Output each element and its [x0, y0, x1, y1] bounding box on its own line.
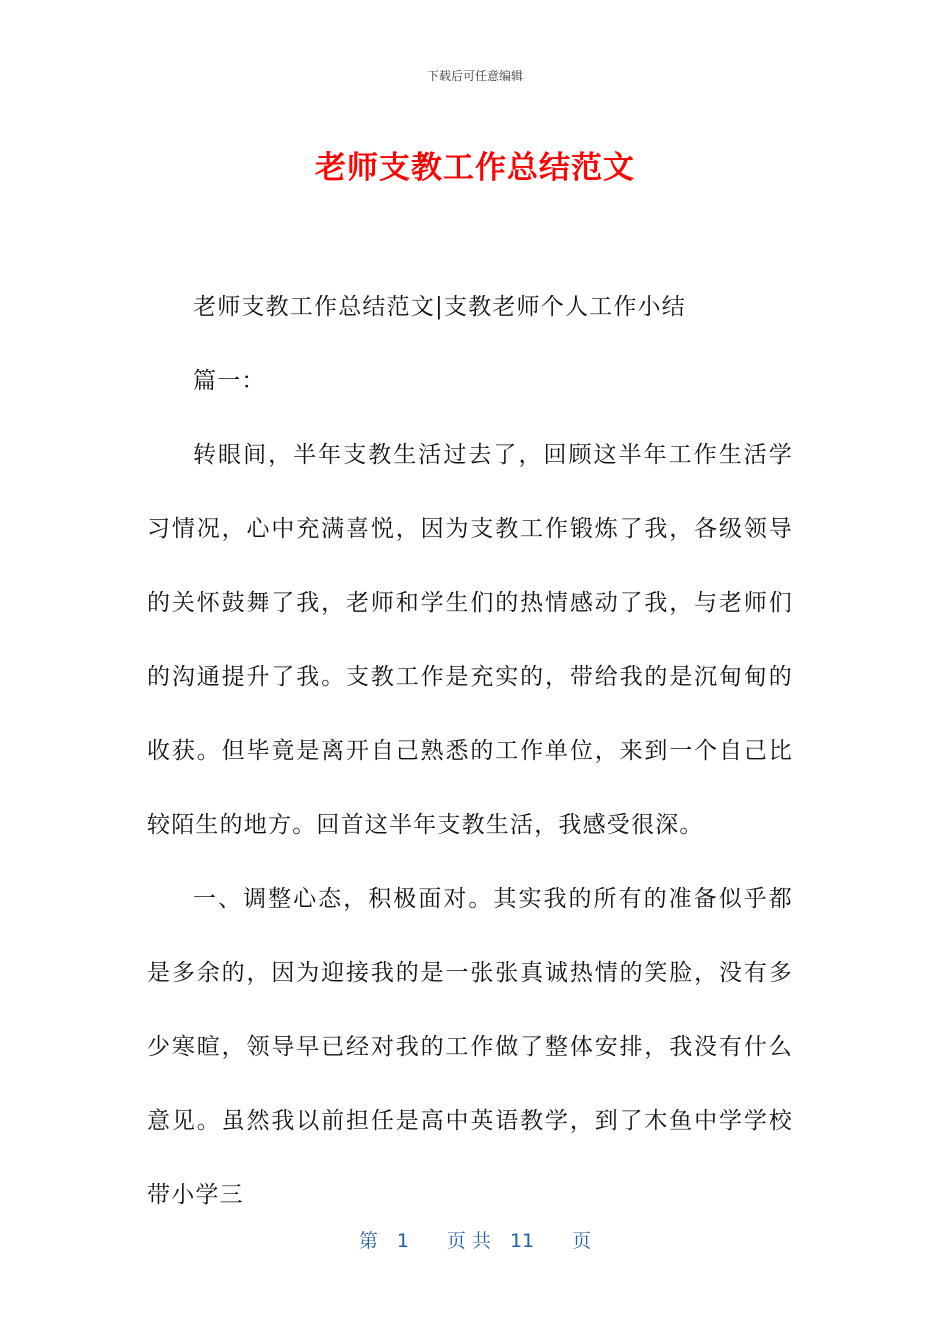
header-note: 下载后可任意编辑: [426, 69, 523, 83]
paragraph-section-label: 篇一：: [193, 368, 266, 394]
paragraph-intro: 转眼间，半年支教生活过去了，回顾这半年工作生活学习情况，心中充满喜悦，因为支教工作锻炼了我，各级领导的关怀鼓舞了我，老师和学生们的热情感动了我，与老师们的沟通提升了我。支教工作是充实的，带给我的是沉甸甸的收获。但毕竟是离开自己熟悉的工作单位，来到一个自己比较陌生的地方。回首这半年支教生活，我感受很深。: [147, 442, 793, 838]
paragraph-subtitle: 老师支教工作总结范文|支教老师个人工作小结: [193, 294, 686, 320]
document-title: 老师支教工作总结范文: [315, 150, 635, 186]
document-body: [147, 270, 793, 1232]
paragraph-point-one: 一、调整心态，积极面对。其实我的所有的准备似乎都是多余的，因为迎接我的是一张张真诚热情的笑脸，没有多少寒暄，领导早已经对我的工作做了整体安排，我没有什么意见。虽然我以前担任是高中英语教学，到了木鱼中学学校带小学三: [147, 886, 793, 1208]
page-number-footer: 第 1 页 共 11 页: [358, 1230, 592, 1252]
